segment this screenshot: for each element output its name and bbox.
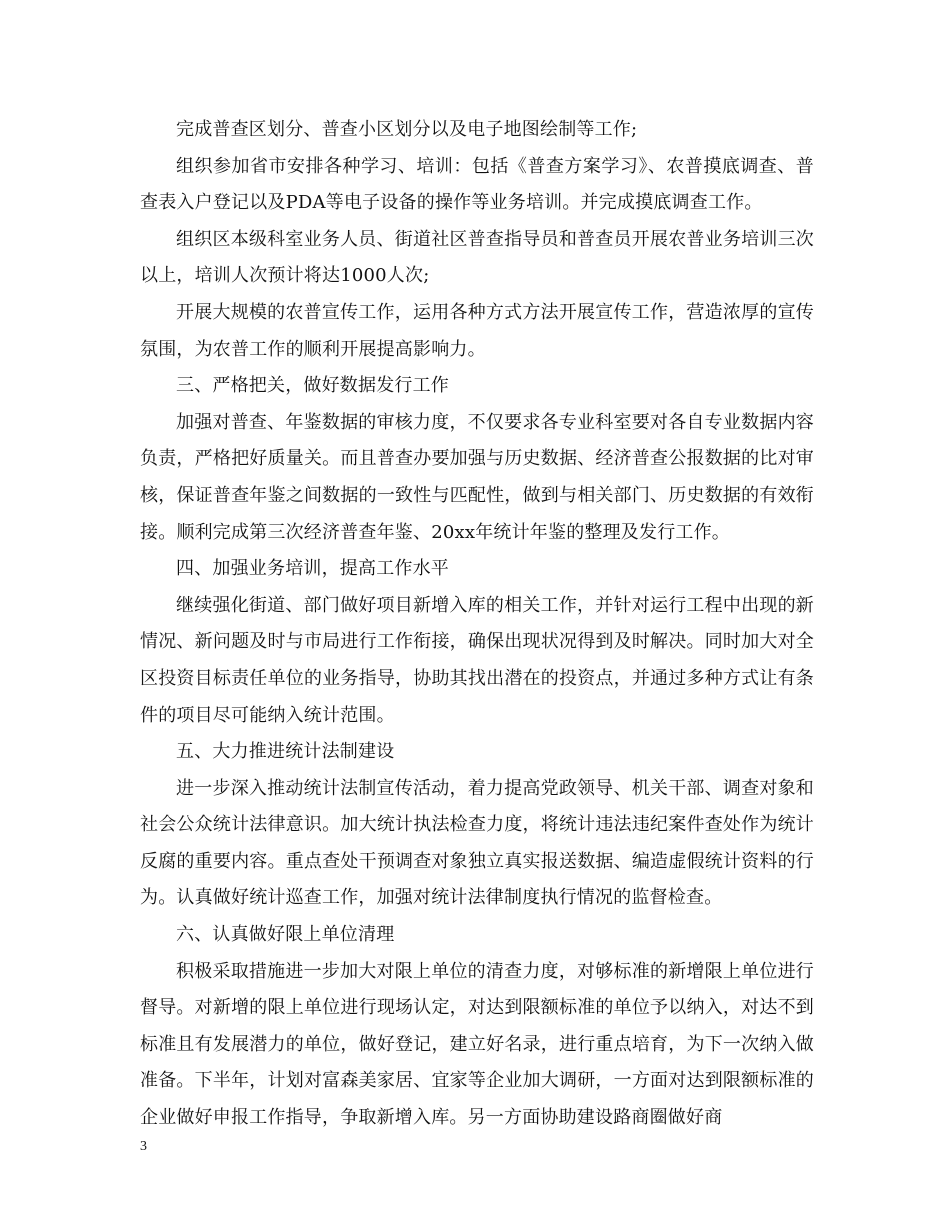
paragraph: 组织区本级科室业务人员、街道社区普查指导员和普查员开展农普业务培训三次以上，培训人次预计将达1000人次; — [140, 228, 814, 287]
paragraph: 完成普查区划分、普查小区划分以及电子地图绘制等工作; — [176, 119, 638, 140]
paragraph: 积极采取措施进一步加大对限上单位的清查力度，对够标准的新增限上单位进行督导。对新增的限上单位进行现场认定，对达到限额标准的单位予以纳入，对达不到标准且有发展潜力的单位，做好登记，建立好名录，进行重点培育，为下一次纳入做准备。下半年，计划对富森美家居、宜家等企业加大调研，一方面对达到限额标准的企业做好申报工作指导，争取新增入库。另一方面协助建设路商圈做好商 — [140, 960, 814, 1129]
paragraph: 组织参加省市安排各种学习、培训：包括《普查方案学习》、农普摸底调查、普查表入户登记以及PDA等电子设备的操作等业务培训。并完成摸底调查工作。 — [140, 155, 814, 214]
paragraph: 加强对普查、年鉴数据的审核力度，不仅要求各专业科室要对各自专业数据内容负责，严格把好质量关。而且普查办要加强与历史数据、经济普查公报数据的比对审核，保证普查年鉴之间数据的一致性与匹配性，做到与相关部门、历史数据的有效衔接。顺利完成第三次经济普查年鉴、20xx年统计年鉴的整理及发行工作。 — [140, 411, 814, 543]
section-heading: 三、严格把关，做好数据发行工作 — [176, 375, 449, 397]
section-heading: 五、大力推进统计法制建设 — [176, 741, 395, 763]
section-heading: 六、认真做好限上单位清理 — [176, 924, 395, 946]
page-number: 3 — [140, 1139, 147, 1154]
paragraph: 开展大规模的农普宣传工作，运用各种方式方法开展宣传工作，营造浓厚的宣传氛围，为农普工作的顺利开展提高影响力。 — [140, 301, 814, 360]
document-body — [140, 112, 814, 1137]
paragraph: 继续强化街道、部门做好项目新增入库的相关工作，并针对运行工程中出现的新情况、新问题及时与市局进行工作衔接，确保出现状况得到及时解决。同时加大对全区投资目标责任单位的业务指导，协助其找出潜在的投资点，并通过多种方式让有条件的项目尽可能纳入统计范围。 — [140, 594, 814, 726]
paragraph: 进一步深入推动统计法制宣传活动，着力提高党政领导、机关干部、调查对象和社会公众统计法律意识。加大统计执法检查力度，将统计违法违纪案件查处作为统计反腐的重要内容。重点查处干预调查对象独立真实报送数据、编造虚假统计资料的行为。认真做好统计巡查工作，加强对统计法律制度执行情况的监督检查。 — [140, 777, 814, 909]
section-heading: 四、加强业务培训，提高工作水平 — [176, 558, 449, 580]
